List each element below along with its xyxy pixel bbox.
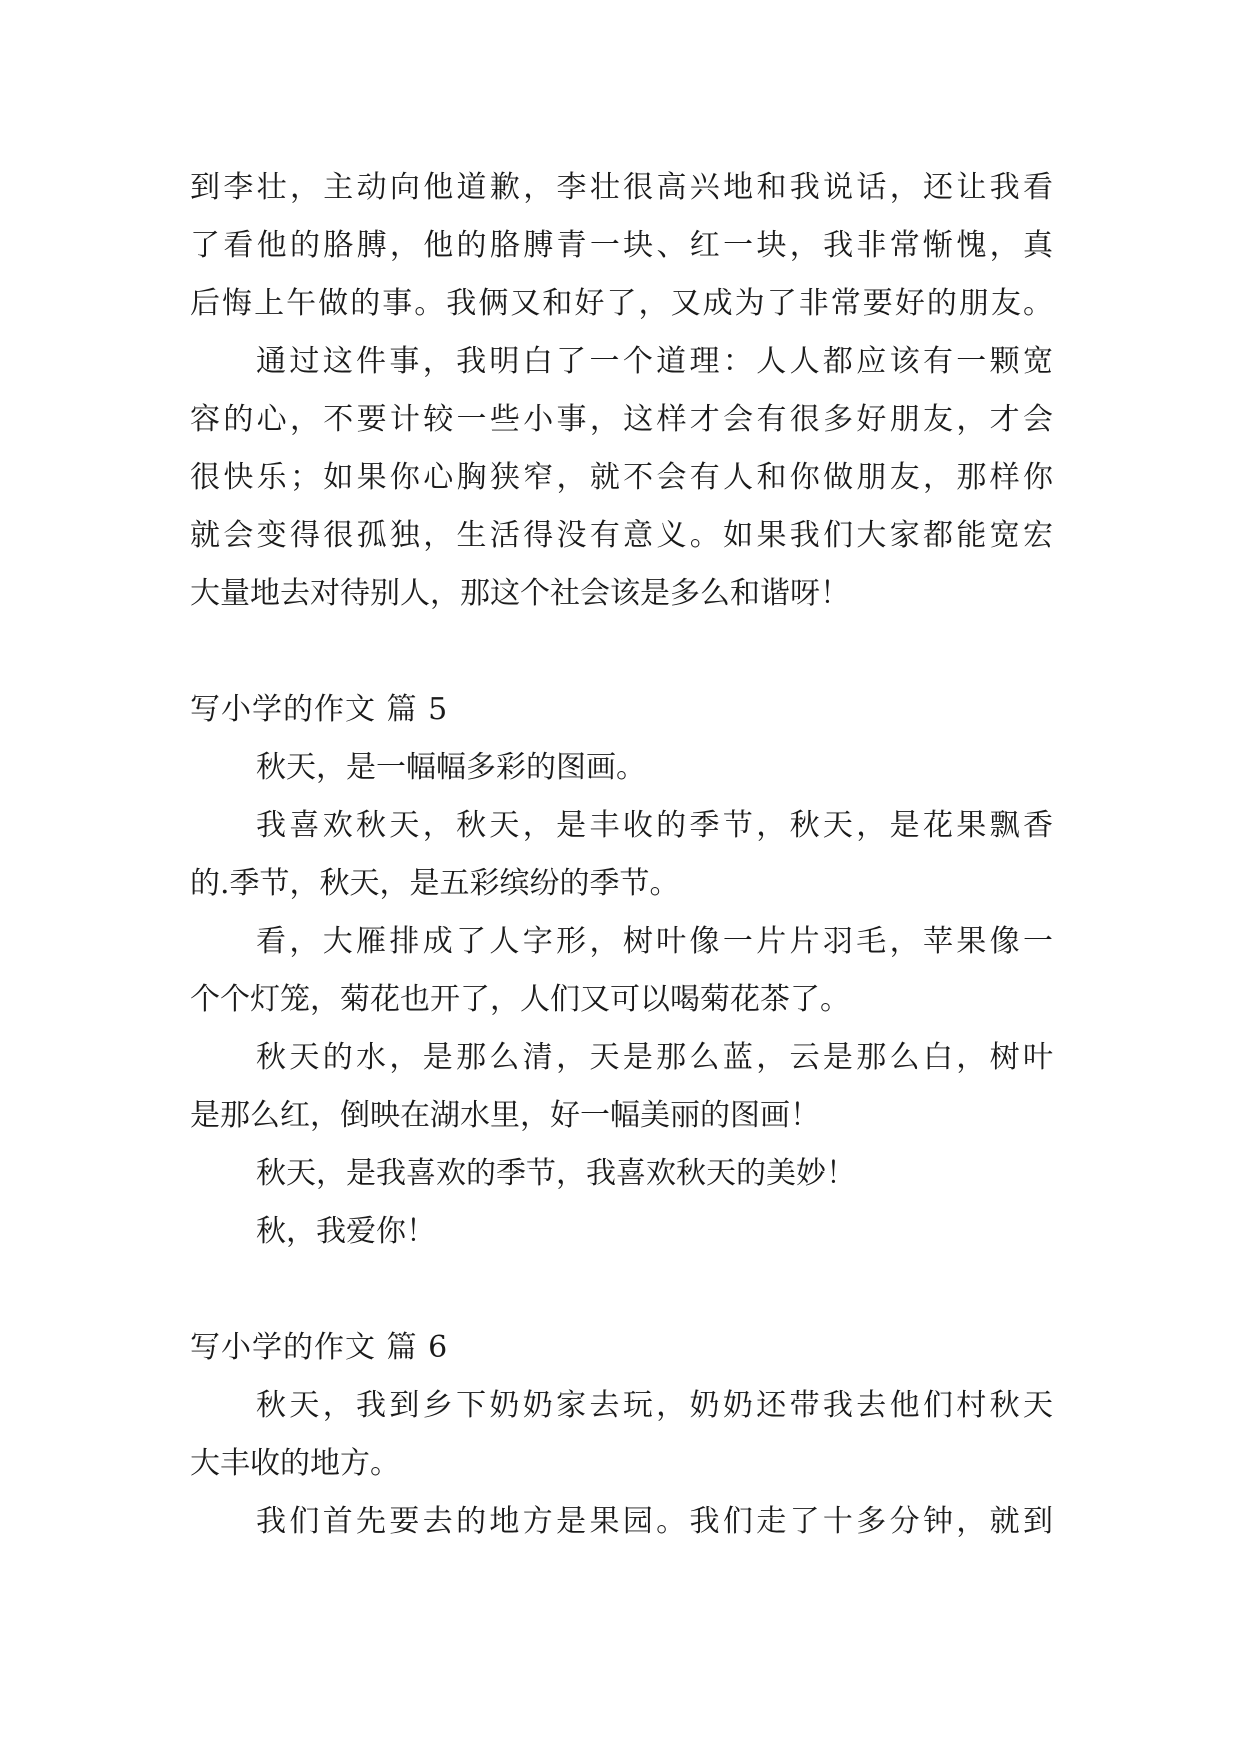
paragraph-text: 很快乐；如果你心胸狭窄，就不会有人和你做朋友，那样你: [190, 460, 1053, 495]
paragraph-text: 是那么红，倒映在湖水里，好一幅美丽的图画！: [190, 1098, 820, 1133]
paragraph-text: 就会变得很孤独，生活得没有意义。如果我们大家都能宽宏: [190, 518, 1053, 553]
paragraph-text: 秋天的水，是那么清，天是那么蓝，云是那么白，树叶: [256, 1040, 1053, 1075]
paragraph-text: 我们首先要去的地方是果园。我们走了十多分钟，就到: [256, 1504, 1053, 1539]
paragraph-text: 我喜欢秋天，秋天，是丰收的季节，秋天，是花果飘香: [256, 808, 1053, 843]
paragraph-text: 到李壮，主动向他道歉，李壮很高兴地和我说话，还让我看: [190, 170, 1053, 205]
paragraph-text: 秋天，我到乡下奶奶家去玩，奶奶还带我去他们村秋天: [256, 1388, 1053, 1423]
paragraph-text: 后悔上午做的事。我俩又和好了，又成为了非常要好的朋友。: [190, 286, 1053, 321]
paragraph-text: 秋天，是一幅幅多彩的图画。: [256, 750, 646, 785]
paragraph-text: 个个灯笼，菊花也开了，人们又可以喝菊花茶了。: [190, 982, 850, 1017]
section-heading-text: 写小学的作文 篇 5: [190, 692, 449, 727]
paragraph-text: 的.季节，秋天，是五彩缤纷的季节。: [190, 866, 680, 901]
paragraph-text: 秋天，是我喜欢的季节，我喜欢秋天的美妙！: [256, 1156, 856, 1191]
paragraph-text: 秋，我爱你！: [256, 1214, 436, 1249]
section-heading-text: 写小学的作文 篇 6: [190, 1330, 449, 1365]
paragraph-text: 大丰收的地方。: [190, 1446, 400, 1481]
paragraph-text: 了看他的胳膊，他的胳膊青一块、红一块，我非常惭愧，真: [190, 228, 1053, 263]
paragraph-text: 大量地去对待别人，那这个社会该是多么和谐呀！: [190, 576, 850, 611]
paragraph-text: 通过这件事，我明白了一个道理：人人都应该有一颗宽: [256, 344, 1053, 379]
paragraph-text: 容的心，不要计较一些小事，这样才会有很多好朋友，才会: [190, 402, 1053, 437]
paragraph-text: 看，大雁排成了人字形，树叶像一片片羽毛，苹果像一: [256, 924, 1053, 959]
